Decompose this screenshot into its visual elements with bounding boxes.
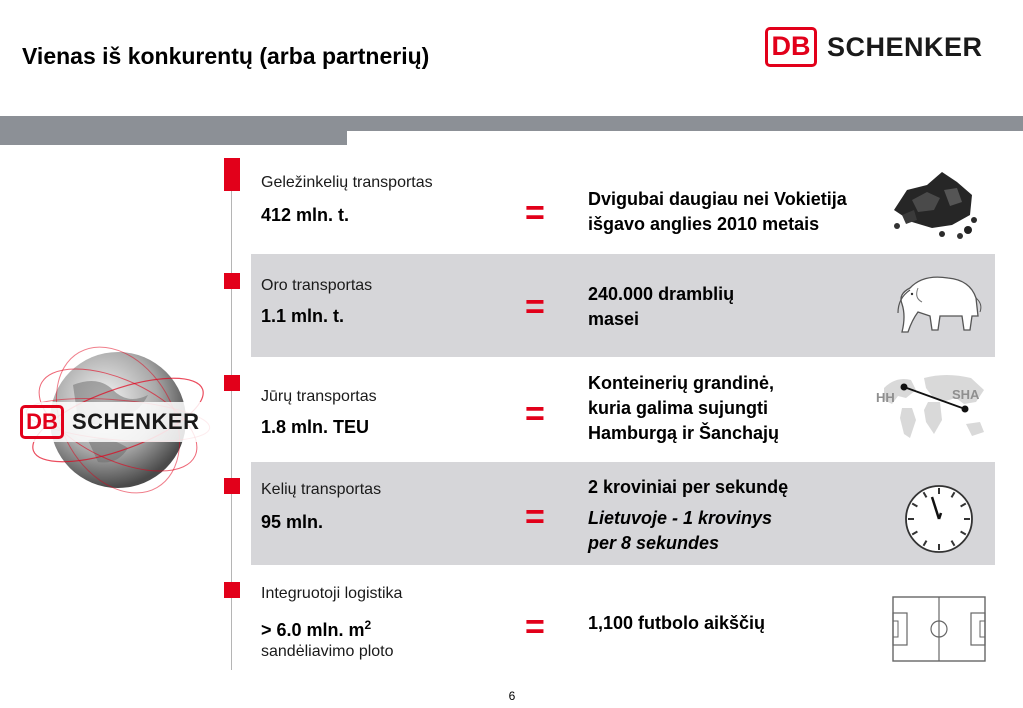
map-label-hamburg: HH [876,390,895,405]
description-line-italic: per 8 sekundes [588,533,720,553]
globe-db-logo-box: DB [20,405,64,439]
row-road-value: 95 mln. [261,512,324,532]
header-divider-bar-step [0,130,347,145]
row-logistics-equals: = [525,608,545,646]
page-title: Vienas iš konkurentų (arba partnerių) [22,43,430,69]
row-logistics-value-text: > 6.0 mln. m [261,620,365,640]
description-line: kuria galima sujungti [588,398,769,418]
description-line: Konteinerių grandinė, [588,373,775,393]
row-sea-description [588,371,779,446]
row-road-equals: = [525,498,545,536]
row-sea-label: Jūrų transportas [261,388,377,405]
row-road-label: Kelių transportas [261,481,382,498]
row-road-description [588,475,788,556]
row-logistics-description [588,611,765,636]
header-divider-bar [0,116,1023,131]
page-number: 6 [508,689,516,703]
world-map-icon [876,368,991,450]
row-rail-equals: = [525,194,545,232]
description-line: išgavo anglies 2010 metais [588,214,820,234]
coal-icon [882,160,982,245]
row-rail-description [588,187,847,237]
schenker-wordmark: SCHENKER [827,31,983,62]
description-line: 240.000 dramblių [588,284,735,304]
row-rail-marker [224,158,240,191]
row-air-marker [224,273,240,289]
description-line: 2 kroviniai per sekundę [588,477,789,497]
elephant-icon [888,268,988,343]
description-line: Hamburgą ir Šanchajų [588,423,780,443]
row-rail-value: 412 mln. t. [261,205,350,225]
row-air-equals: = [525,288,545,326]
row-air-value: 1.1 mln. t. [261,306,345,326]
row-logistics-value [261,618,371,641]
row-sea-value: 1.8 mln. TEU [261,417,370,437]
clock-icon [903,483,975,555]
row-sea-marker [224,375,240,391]
db-schenker-logo [765,27,983,67]
football-field-icon [891,595,987,663]
row-rail-label: Geležinkelių transportas [261,174,433,191]
db-logo-box: DB [765,27,817,67]
globe-logo [18,340,218,500]
row-air-label: Oro transportas [261,277,373,294]
description-line: 1,100 futbolo aikščių [588,613,766,633]
row-air-description [588,282,734,332]
row-logistics-label: Integruotoji logistika [261,585,403,602]
row-logistics-value-sup: 2 [364,618,372,632]
row-sea-equals: = [525,395,545,433]
description-line: masei [588,309,640,329]
map-label-shanghai: SHA [952,387,980,402]
row-logistics-subtext: sandėliavimo ploto [261,643,394,660]
row-road-marker [224,478,240,494]
description-line-italic: Lietuvoje - 1 krovinys [588,508,773,528]
row-logistics-marker [224,582,240,598]
description-line: Dvigubai daugiau nei Vokietija [588,189,847,209]
globe-schenker-wordmark: SCHENKER [72,409,200,434]
